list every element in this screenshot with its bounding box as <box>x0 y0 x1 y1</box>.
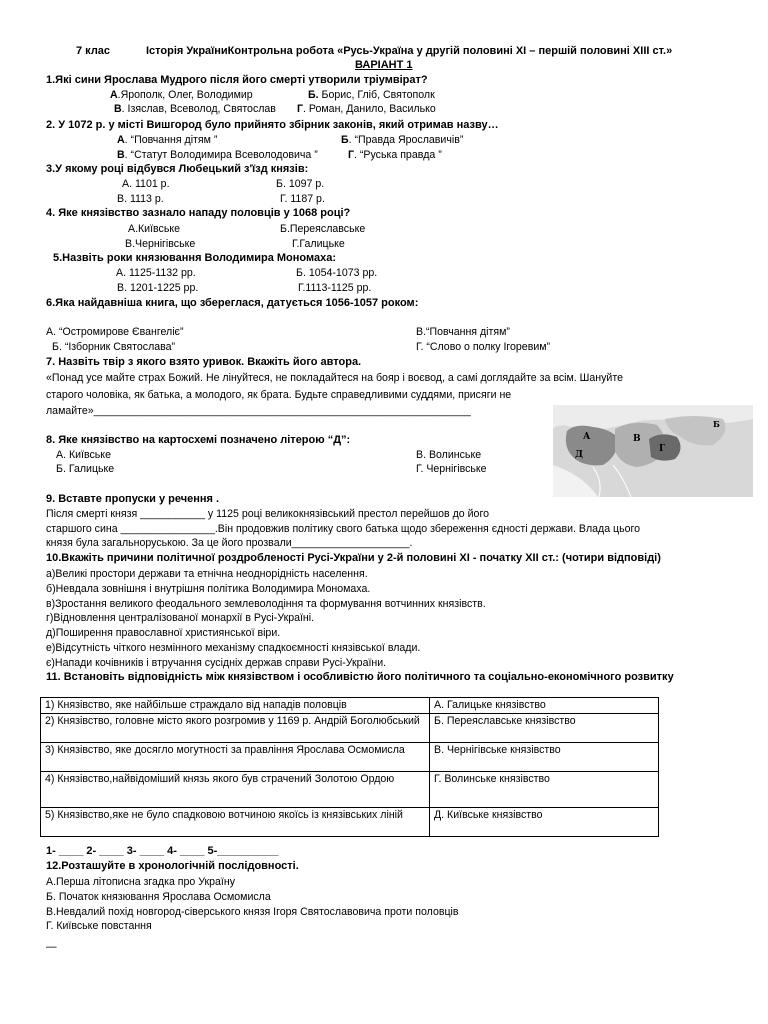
q1-option-b: Б. Борис, Гліб, Святополк <box>308 89 435 101</box>
q9-sentence-line-3: князя була загальноруською. За це його прозвали____________________. <box>46 537 413 549</box>
q8-option-b: Б. Галицьке <box>56 463 115 475</box>
q5-option-a: А. 1125-1132 рр. <box>116 267 196 279</box>
table-cell-right: Д. Київське князівство <box>430 808 659 837</box>
table-cell-left: 3) Князівство, яке досягло могутності за правління Ярослава Осмомисла <box>41 743 430 772</box>
q10-option: б)Невдала зовнішня і внутрішня політика Володимира Мономаха. <box>46 583 371 595</box>
q6-option-a: А. “Остромирове Євангеліє” <box>46 326 184 338</box>
q6-option-g: Г. “Слово о полку Ігоревим” <box>416 341 551 353</box>
q10-option: д)Поширення православної християнської віри. <box>46 627 281 639</box>
q5-option-v: В. 1201-1225 рр. <box>117 282 199 294</box>
question-5: 5.Назвіть роки князювання Володимира Мономаха: <box>53 252 337 264</box>
q12-option: А.Перша літописна згадка про Україну <box>46 876 236 888</box>
q6-option-v: В.“Повчання дітям” <box>416 326 510 338</box>
q8-option-a: А. Київське <box>56 449 111 461</box>
table-row <box>41 698 659 714</box>
table-cell-right: В. Чернігівське князівство <box>430 743 659 772</box>
question-4: 4. Яке князівство зазнало нападу половців у 1068 році? <box>46 207 351 219</box>
q10-option: є)Напади кочівників і втручання сусідніх держав справи Русі-України. <box>46 657 387 669</box>
q1-option-v: В. Ізяслав, Всеволод, Святослав <box>114 103 276 115</box>
table-row <box>41 772 659 808</box>
q2-option-a: А. “Повчання дітям ” <box>117 134 218 146</box>
q12-option: В.Невдалий похід новгород-сіверського князя Ігоря Святославовича проти половців <box>46 906 459 918</box>
table-cell-right: А. Галицьке князівство <box>430 698 659 714</box>
q2-option-v: В. “Статут Володимира Всеволодовича ” <box>117 149 318 161</box>
q2-option-b: Б. “Правда Ярославичів” <box>341 134 464 146</box>
question-12: 12.Розташуйте в хронологічній послідовності. <box>46 860 299 872</box>
map-letter-d: Д <box>575 450 584 460</box>
q12-option: Б. Початок князювання Ярослава Осмомисла <box>46 891 271 903</box>
q4-option-g: Г.Галицьке <box>292 238 345 250</box>
q7-answer-line: ламайте»________________________________________________________________ <box>46 405 471 417</box>
question-10: 10.Вкажіть причини політичної роздробленості Русі-України у 2-й половині ХІ - початку ХІІ ст.: (чотири відповіді) <box>46 552 661 564</box>
q10-option: г)Відновлення централізованої монархії в Русі-Україні. <box>46 612 315 624</box>
q10-option: а)Великі простори держави та етнічна неоднорідність населення. <box>46 568 368 580</box>
q7-quote-line-2: старого чоловіка, як батька, а молодого, як брата. Будьте справедливими суддями, присяги не <box>46 389 512 401</box>
q11-answer-line: 1- ____ 2- ____ 3- ____ 4- ____ 5-__________ <box>46 845 279 857</box>
table-cell-left: 4) Князівство,найвідоміший князь якого був страчений Золотою Ордою <box>41 772 430 808</box>
q1-option-g: Г. Роман, Данило, Василько <box>297 103 436 115</box>
q8-option-g: Г. Чернігівське <box>416 463 487 475</box>
table-cell-left: 1) Князівство, яке найбільше страждало від нападів половців <box>41 698 430 714</box>
table-row <box>41 808 659 837</box>
q10-option: е)Відсутність чіткого незмінного механізму спадкоємності князівської влади. <box>46 642 421 654</box>
question-8: 8. Яке князівство на картосхемі позначено літерою “Д”: <box>46 434 351 446</box>
q3-option-v: В. 1113 р. <box>117 193 164 205</box>
map-letter-b: Б <box>713 419 720 429</box>
q10-option: в)Зростання великого феодального землеволодіння та формування вотчинних князівств. <box>46 598 486 610</box>
question-3: 3.У якому році відбувся Любецький з'їзд князів: <box>46 163 309 175</box>
table-row <box>41 714 659 743</box>
table-cell-left: 2) Князівство, головне місто якого розгромив у 1169 р. Андрій Боголюбський <box>41 714 430 743</box>
q2-option-g: Г. “Руська правда ” <box>348 149 442 161</box>
map-letter-g: Г <box>659 444 666 454</box>
matching-table <box>40 697 659 837</box>
map-letter-v: В <box>633 434 641 444</box>
variant-label: ВАРІАНТ 1 <box>355 59 413 71</box>
question-6: 6.Яка найдавніша книга, що збереглася, датується 1056-1057 роком: <box>46 297 419 309</box>
q4-option-a: А.Київське <box>128 223 181 235</box>
q9-sentence-line-1: Після смерті князя ___________ у 1125 році великокнязівський престол перейшов до його <box>46 508 489 520</box>
table-cell-right: Б. Переяславське князівство <box>430 714 659 743</box>
q4-option-b: Б.Переяславське <box>280 223 366 235</box>
q5-option-g: Г.1113-1125 рр. <box>298 282 372 294</box>
table-cell-left: 5) Князівство,яке не було спадковою вотчиною якоїсь із князівських ліній <box>41 808 430 837</box>
q1-option-a: А.Ярополк, Олег, Володимир <box>110 89 253 101</box>
question-2: 2. У 1072 р. у місті Вишгород було прийнято збірник законів, який отримав назву… <box>46 119 499 131</box>
q3-option-b: Б. 1097 р. <box>276 178 325 190</box>
q12-tail: — <box>46 941 57 953</box>
question-1: 1.Які сини Ярослава Мудрого після його смерті утворили тріумвірат? <box>46 74 428 86</box>
table-row <box>41 743 659 772</box>
question-7: 7. Назвіть твір з якого взято уривок. Вкажіть його автора. <box>46 356 362 368</box>
q4-option-v: В.Чернігівське <box>125 238 196 250</box>
q3-option-g: Г. 1187 р. <box>280 193 325 205</box>
q3-option-a: А. 1101 р. <box>122 178 170 190</box>
document-title: Історія УкраїниКонтрольна робота «Русь-Україна у другій половині ХІ – першій половині ХІІІ ст.» <box>146 45 673 57</box>
q5-option-b: Б. 1054-1073 рр. <box>296 267 378 279</box>
table-cell-right: Г. Волинське князівство <box>430 772 659 808</box>
grade-label: 7 клас <box>76 45 111 57</box>
map-letter-a: А <box>583 432 591 442</box>
q12-option: Г. Київське повстання <box>46 920 152 932</box>
q8-option-v: В. Волинське <box>416 449 482 461</box>
q6-option-b: Б. “Ізборник Святослава” <box>52 341 176 353</box>
question-9: 9. Вставте пропуски у речення . <box>46 493 220 505</box>
q9-sentence-line-2: старшого сина ________________.Він продовжив політику свого батька щодо збереження єдності держави. Влада цього <box>46 523 641 535</box>
q7-quote-line-1: «Понад усе майте страх Божий. Не лінуйтеся, не покладайтеся на бояр і воєвод, а самі доглядайте за всім. Шануйте <box>46 372 623 384</box>
principalities-map <box>553 405 753 497</box>
question-11: 11. Встановіть відповідність між князівством і особливістю його політичного та соціально-економічного розвитку <box>46 671 674 683</box>
